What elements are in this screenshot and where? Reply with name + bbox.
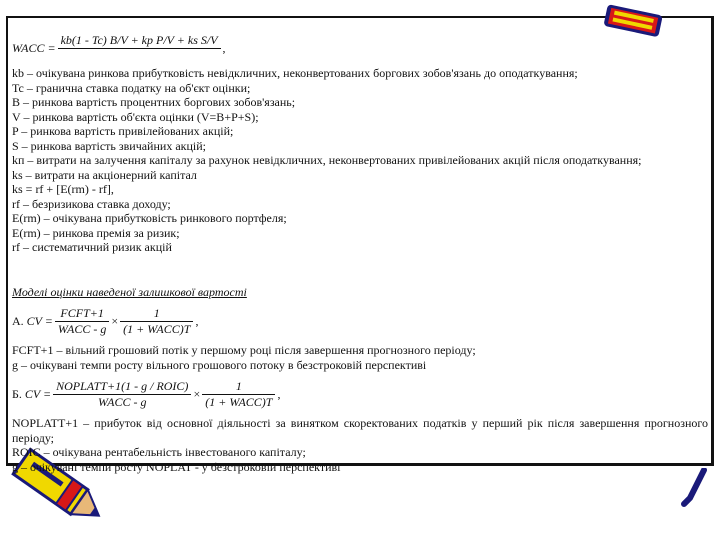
wacc-line: kп – витрати на залучення капіталу за рахунок невідкличних, неконвертованих привілейованих акцій після оподаткування;	[12, 153, 642, 167]
wacc-line: E(rm) – очікувана прибутковість ринкового портфеля;	[12, 211, 287, 225]
model-b-cv: CV =	[24, 386, 52, 401]
model-b-label: Б.	[12, 386, 22, 401]
wacc-label: WACC =	[12, 40, 56, 55]
wacc-line: rf – систематичний ризик акцій	[12, 240, 172, 254]
wacc-formula: WACC = kb(1 - Tc) B/V + kp P/V + ks S/V ,	[12, 30, 708, 66]
wacc-line: P – ринкова вартість привілейованих акцій;	[12, 124, 234, 138]
pen-tip-icon	[680, 468, 710, 508]
model-b-line: g – очікувані темпи росту NOPLAT - у безстроковій перспективі	[12, 459, 341, 474]
wacc-line: E(rm) – ринкова премія за ризик;	[12, 225, 180, 240]
wacc-line: B – ринкова вартість процентних боргових зобов'язань;	[12, 95, 296, 109]
wacc-line: ks = rf + [E(rm) - rf],	[12, 182, 114, 196]
model-b-line: ROIC – очікувана рентабельність інвестованого капіталу;	[12, 445, 306, 459]
model-a-line: FCFT+1 – вільний грошовий потік у першому році після завершення прогнозного періоду;	[12, 343, 476, 357]
model-a-line: g – очікувані темпи росту вільного грошового потоку в безстроковій перспективі	[12, 357, 427, 372]
model-b-den1: WACC - g	[98, 394, 147, 409]
wacc-line: S – ринкова вартість звичайних акцій;	[12, 138, 206, 153]
model-b-den2: (1 + WACC)T	[205, 394, 273, 409]
wacc-fraction	[58, 33, 221, 63]
model-a-label: А.	[12, 313, 24, 328]
model-b-num1: NOPLATT+1(1 - g / ROIC)	[53, 379, 191, 395]
model-b-line: NOPLATT+1 – прибуток від основної діяльності за винятком скоректованих податків у перший рік після завершення прогнозного періоду;	[12, 416, 708, 445]
model-a-num2: 1	[120, 306, 193, 322]
wacc-line: kb – очікувана ринкова прибутковість невідкличних, неконвертованих боргових зобов'язань до оподаткування;	[12, 66, 578, 80]
model-b-formula: Б. CV = $\frac{\text{NOPLATT+1(1 - g / ROIC)}}{\text{WACC - g}}$ × $\frac{1}{\text{(1 + WACC)T}}$ ,	[12, 379, 281, 409]
model-a-den2: (1 + WACC)T	[123, 321, 191, 336]
model-b-num2: 1	[202, 379, 275, 395]
model-a-den1: WACC - g	[57, 321, 107, 336]
wacc-line: V – ринкова вартість об'єкта оцінки (V=B+P+S);	[12, 109, 259, 124]
wacc-numerator: kb(1 - Tc) B/V + kp P/V + ks S/V	[58, 33, 221, 49]
model-a-num1: FCFT+1	[55, 306, 110, 322]
model-a-formula: А. CV = $\frac{\text{FCFT+1}}{\text{WACC - g}}$ × $\frac{1}{\text{(1 + WACC)T}}$ ,	[12, 306, 199, 336]
wacc-line: ks – витрати на акціонерний капітал	[12, 167, 197, 182]
models-heading: Моделі оцінки наведеної залишкової вартості	[12, 284, 247, 299]
wacc-line: rf – безризикова ставка доходу;	[12, 196, 171, 211]
wacc-line: Tc – гранична ставка податку на об'єкт оцінки;	[12, 80, 251, 95]
document-body	[12, 30, 708, 474]
model-a-cv: CV =	[26, 313, 53, 328]
